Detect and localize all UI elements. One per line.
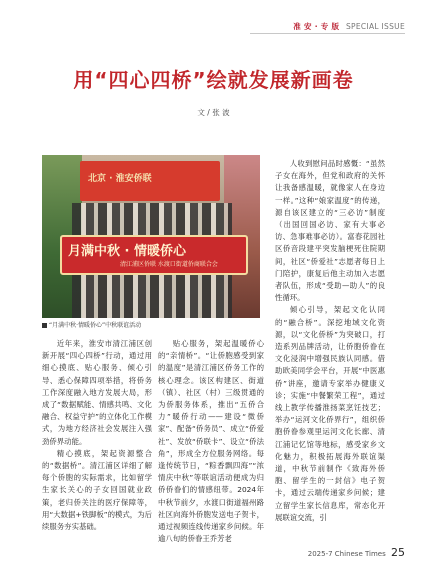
section-tag: SPECIAL ISSUE — [345, 22, 405, 31]
photo-caption-text: “月满中秋·情暖侨心”中秋联谊活动 — [49, 322, 142, 329]
header-divider — [250, 33, 405, 34]
paragraph: 倾心引导，架起文化认同的“融合桥”。深挖地域文化资源，以“文化侨桥”为突破口，打造系列品牌活动，让侨胞侨眷在文化浸润中增强民族认同感。借助欧美同学会平台，开展“中医惠侨”讲座，邀请专家举办健康义诊；实施“中餐繁荣工程”，通过线上教学传播淮扬菜烹饪技艺；举办“运河文化侨界行”，组织侨胞侨眷参观里运河文化长廊、清江浦记忆馆等地标，感受家乡文化魅力，积极拓展海外联谊渠道，中秋节前制作《致海外侨胞、留学生的一封信》电子贺卡，通过云端传递家乡问候；建立留学生家长信息库，常态化开展联谊交流，引 — [275, 305, 385, 522]
photo-caption — [42, 320, 141, 329]
paragraph: 精心摸底，架起资源整合的“数据桥”。清江浦区详细了解每个侨胞的实际需求，比如留学生家长关心的子女回国就业政策，老归侨关注的医疗保障等，用“大数据+铁脚板”的模式，为后续服务夯实基础。 — [42, 448, 152, 532]
body-column-3 — [275, 158, 385, 524]
photo-sign-title: 月满中秋 · 情暖侨心 — [68, 244, 186, 259]
photo-event-sign — [60, 235, 248, 275]
photo-backdrop-text: 北京 · 淮安侨联 — [88, 174, 152, 184]
paragraph: 贴心服务，架起温暖侨心的“亲情桥”。“让侨胞感受到家的温度”是清江浦区侨务工作的核心理念。该区构建区、街道（镇）、社区（村）三级贯通的为侨服务体系，推出“五侨合力”暖侨行动——建设“微侨家”、配备“侨务员”、成立“侨爱社”、发放“侨联卡”、设立“侨法角”，形成全方位服务网络。每逢传统节日，“粽香飘四海”“浓情庆中秋”等联谊活动便成为归侨侨眷们的情感纽带。2024年中秋节前夕，水渡口街道福州路社区向海外侨胞发送电子贺卡，通过视频连线传递家乡问候。年逾八旬的侨眷王乔芳老 — [158, 339, 264, 544]
body-column-1 — [42, 338, 152, 533]
paragraph: 人收到慰问品时感慨：“虽然子女在海外，但党和政府的关怀让我备感温暖，就像家人在身边一样。”这种“娘家温度”的传递，源自该区建立的“三必访”制度（出国回国必访、家有大事必访、急事难事必访）。富春花园社区侨音段建平突发脑梗死住院期间，社区“侨爱社”志愿者每日上门陪护，康复后他主动加入志愿者队伍，形成“受助—助人”的良性循环。 — [275, 159, 385, 303]
photo-backdrop-banner — [80, 161, 220, 201]
page-footer — [308, 546, 405, 559]
event-photo — [42, 155, 260, 318]
footer-issue: 2025-7 — [307, 550, 333, 558]
page-number: 25 — [391, 546, 405, 559]
article-byline: 文 / 张 波 — [197, 108, 230, 117]
photo-sign-subtitle: 清江浦区侨联 水渡口街道侨商联合会 — [120, 261, 218, 268]
article-title: 用“四心四桥”绘就发展新画卷 — [73, 68, 354, 92]
section-label: 准 安 · 专 版 — [293, 22, 340, 31]
page-header — [293, 21, 405, 32]
footer-magazine: Chinese Times — [334, 550, 386, 558]
caption-marker-icon — [42, 323, 47, 328]
body-column-2 — [158, 338, 264, 545]
paragraph: 近年来，淮安市清江浦区创新开展“四心四桥”行动，通过用细心摸底、贴心服务、倾心引导、悉心保障四项举措，将侨务工作深度融入地方发展大局，形成了“数据赋能、情感共鸣、文化融合、权益守护”的立体化工作模式，为地方经济社会发展注入强劲侨界动能。 — [42, 339, 152, 446]
